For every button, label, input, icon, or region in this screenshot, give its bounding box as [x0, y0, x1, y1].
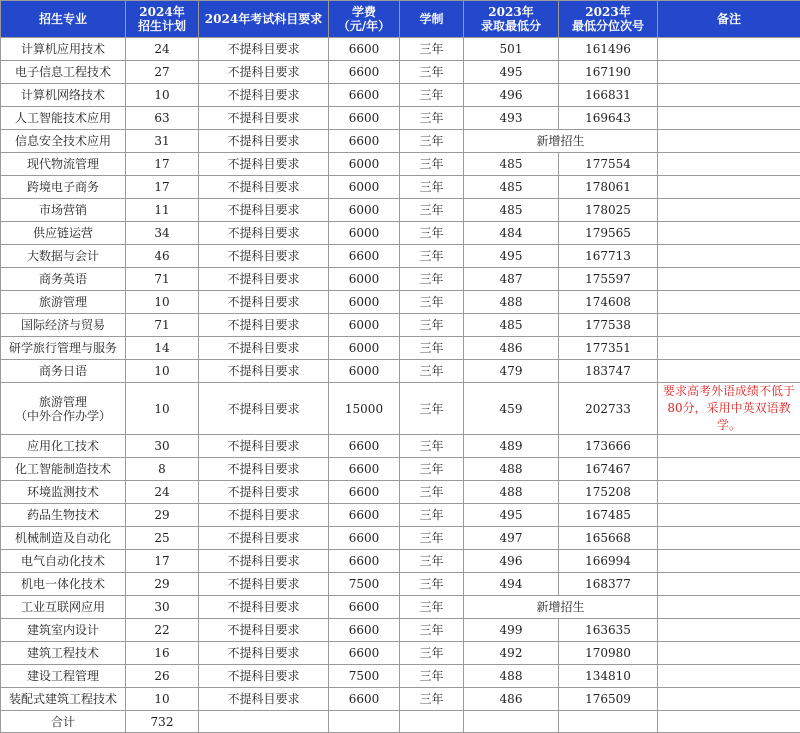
new-enrollment-cell: 新增招生 — [464, 596, 658, 619]
min-rank-cell: 161496 — [559, 38, 658, 61]
fee-cell: 7500 — [329, 665, 400, 688]
major-cell — [1, 619, 126, 642]
plan-cell: 10 — [126, 84, 199, 107]
min-score-cell: 497 — [464, 527, 559, 550]
min-rank-cell: 174608 — [559, 291, 658, 314]
note-cell — [658, 38, 800, 61]
subject-cell: 不提科目要求 — [199, 481, 329, 504]
table-row — [1, 176, 800, 199]
major-cell — [1, 199, 126, 222]
plan-cell: 8 — [126, 458, 199, 481]
note-cell — [658, 291, 800, 314]
min-rank-cell: 177554 — [559, 153, 658, 176]
min-rank-cell: 166831 — [559, 84, 658, 107]
subject-cell: 不提科目要求 — [199, 337, 329, 360]
plan-cell: 16 — [126, 642, 199, 665]
fee-cell: 6600 — [329, 642, 400, 665]
years-cell: 三年 — [400, 84, 464, 107]
major-cell — [1, 268, 126, 291]
note-cell — [658, 199, 800, 222]
major-name: 计算机应用技术 — [1, 42, 125, 56]
empty-cell — [559, 711, 658, 733]
header-plan: 2024年 招生计划 — [126, 1, 199, 38]
note-cell — [658, 619, 800, 642]
major-cell — [1, 153, 126, 176]
years-cell: 三年 — [400, 458, 464, 481]
table-row — [1, 573, 800, 596]
min-score-cell: 492 — [464, 642, 559, 665]
major-cell — [1, 222, 126, 245]
total-row — [1, 711, 800, 733]
table-row — [1, 619, 800, 642]
major-name: 研学旅行管理与服务 — [1, 341, 125, 355]
note-cell — [658, 527, 800, 550]
table-row — [1, 107, 800, 130]
table-row — [1, 130, 800, 153]
major-name: 人工智能技术应用 — [1, 111, 125, 125]
major-name: 商务英语 — [1, 272, 125, 286]
min-score-cell: 489 — [464, 435, 559, 458]
major-cell — [1, 458, 126, 481]
min-rank-cell: 166994 — [559, 550, 658, 573]
plan-cell: 25 — [126, 527, 199, 550]
plan-cell: 11 — [126, 199, 199, 222]
note-cell — [658, 688, 800, 711]
years-cell: 三年 — [400, 642, 464, 665]
min-rank-cell: 167467 — [559, 458, 658, 481]
fee-cell: 6000 — [329, 291, 400, 314]
fee-cell: 6600 — [329, 504, 400, 527]
new-enrollment-cell: 新增招生 — [464, 130, 658, 153]
subject-cell: 不提科目要求 — [199, 245, 329, 268]
fee-cell: 6000 — [329, 222, 400, 245]
plan-cell: 31 — [126, 130, 199, 153]
subject-cell: 不提科目要求 — [199, 504, 329, 527]
min-score-cell: 488 — [464, 458, 559, 481]
subject-cell: 不提科目要求 — [199, 383, 329, 435]
subject-cell: 不提科目要求 — [199, 268, 329, 291]
major-cell — [1, 573, 126, 596]
fee-cell: 6000 — [329, 360, 400, 383]
major-cell — [1, 176, 126, 199]
min-rank-cell: 177538 — [559, 314, 658, 337]
fee-cell: 6600 — [329, 481, 400, 504]
min-rank-cell: 178061 — [559, 176, 658, 199]
major-name: 建设工程管理 — [1, 669, 125, 683]
header-major: 招生专业 — [1, 1, 126, 38]
note-cell — [658, 176, 800, 199]
note-cell — [658, 504, 800, 527]
subject-cell: 不提科目要求 — [199, 153, 329, 176]
plan-cell: 46 — [126, 245, 199, 268]
fee-cell: 6600 — [329, 458, 400, 481]
min-score-cell: 485 — [464, 199, 559, 222]
major-subtitle: （中外合作办学） — [1, 409, 125, 423]
table-row — [1, 84, 800, 107]
major-cell — [1, 435, 126, 458]
plan-cell: 10 — [126, 383, 199, 435]
table-row — [1, 481, 800, 504]
min-rank-cell: 179565 — [559, 222, 658, 245]
fee-cell: 6000 — [329, 176, 400, 199]
min-rank-cell: 169643 — [559, 107, 658, 130]
min-score-cell: 487 — [464, 268, 559, 291]
min-score-cell: 495 — [464, 245, 559, 268]
min-score-cell: 485 — [464, 314, 559, 337]
min-rank-cell: 165668 — [559, 527, 658, 550]
years-cell: 三年 — [400, 130, 464, 153]
table-row — [1, 688, 800, 711]
min-rank-cell: 168377 — [559, 573, 658, 596]
fee-cell: 15000 — [329, 383, 400, 435]
min-score-cell: 494 — [464, 573, 559, 596]
years-cell: 三年 — [400, 176, 464, 199]
years-cell: 三年 — [400, 360, 464, 383]
major-name: 应用化工技术 — [1, 439, 125, 453]
major-cell — [1, 61, 126, 84]
min-score-cell: 496 — [464, 84, 559, 107]
fee-cell: 6600 — [329, 550, 400, 573]
table-row — [1, 337, 800, 360]
plan-cell: 63 — [126, 107, 199, 130]
major-cell — [1, 665, 126, 688]
major-name: 药品生物技术 — [1, 508, 125, 522]
fee-cell: 6000 — [329, 153, 400, 176]
min-score-cell: 486 — [464, 688, 559, 711]
min-rank-cell: 170980 — [559, 642, 658, 665]
plan-cell: 22 — [126, 619, 199, 642]
years-cell: 三年 — [400, 619, 464, 642]
fee-cell: 6600 — [329, 245, 400, 268]
subject-cell: 不提科目要求 — [199, 619, 329, 642]
min-score-cell: 496 — [464, 550, 559, 573]
years-cell: 三年 — [400, 291, 464, 314]
years-cell: 三年 — [400, 435, 464, 458]
min-score-cell: 499 — [464, 619, 559, 642]
subject-cell: 不提科目要求 — [199, 596, 329, 619]
major-name: 市场营销 — [1, 203, 125, 217]
fee-cell: 6000 — [329, 199, 400, 222]
major-name: 信息安全技术应用 — [1, 134, 125, 148]
table-row — [1, 550, 800, 573]
major-cell — [1, 84, 126, 107]
years-cell: 三年 — [400, 268, 464, 291]
years-cell: 三年 — [400, 314, 464, 337]
major-name: 跨境电子商务 — [1, 180, 125, 194]
min-rank-cell: 173666 — [559, 435, 658, 458]
major-cell — [1, 688, 126, 711]
fee-cell: 7500 — [329, 573, 400, 596]
plan-cell: 29 — [126, 573, 199, 596]
min-rank-cell: 134810 — [559, 665, 658, 688]
header-note: 备注 — [658, 1, 800, 38]
subject-cell: 不提科目要求 — [199, 291, 329, 314]
min-rank-cell: 176509 — [559, 688, 658, 711]
min-score-cell: 484 — [464, 222, 559, 245]
years-cell: 三年 — [400, 383, 464, 435]
major-cell — [1, 38, 126, 61]
header-min-score: 2023年 录取最低分 — [464, 1, 559, 38]
major-name: 建筑室内设计 — [1, 623, 125, 637]
total-label: 合计 — [1, 711, 126, 733]
plan-cell: 27 — [126, 61, 199, 84]
major-name: 计算机网络技术 — [1, 88, 125, 102]
years-cell: 三年 — [400, 550, 464, 573]
min-score-cell: 488 — [464, 481, 559, 504]
min-score-cell: 501 — [464, 38, 559, 61]
fee-cell: 6000 — [329, 268, 400, 291]
major-cell — [1, 383, 126, 435]
min-score-cell: 493 — [464, 107, 559, 130]
plan-cell: 71 — [126, 268, 199, 291]
fee-cell: 6600 — [329, 619, 400, 642]
years-cell: 三年 — [400, 199, 464, 222]
subject-cell: 不提科目要求 — [199, 665, 329, 688]
subject-cell: 不提科目要求 — [199, 38, 329, 61]
major-cell — [1, 642, 126, 665]
header-years: 学制 — [400, 1, 464, 38]
major-name: 机械制造及自动化 — [1, 531, 125, 545]
note-cell — [658, 61, 800, 84]
note-cell — [658, 665, 800, 688]
min-score-cell: 485 — [464, 176, 559, 199]
fee-cell: 6600 — [329, 596, 400, 619]
note-cell — [658, 314, 800, 337]
subject-cell: 不提科目要求 — [199, 642, 329, 665]
min-score-cell: 479 — [464, 360, 559, 383]
table-row — [1, 527, 800, 550]
table-row — [1, 314, 800, 337]
plan-cell: 10 — [126, 291, 199, 314]
subject-cell: 不提科目要求 — [199, 107, 329, 130]
min-rank-cell: 178025 — [559, 199, 658, 222]
major-name: 建筑工程技术 — [1, 646, 125, 660]
table-row — [1, 245, 800, 268]
major-name: 供应链运营 — [1, 226, 125, 240]
major-name: 环境监测技术 — [1, 485, 125, 499]
subject-cell: 不提科目要求 — [199, 130, 329, 153]
major-cell — [1, 504, 126, 527]
subject-cell: 不提科目要求 — [199, 176, 329, 199]
fee-cell: 6600 — [329, 130, 400, 153]
table-body — [1, 38, 800, 733]
table-row — [1, 435, 800, 458]
table-row — [1, 458, 800, 481]
subject-cell: 不提科目要求 — [199, 550, 329, 573]
min-rank-cell: 167190 — [559, 61, 658, 84]
major-name: 化工智能制造技术 — [1, 462, 125, 476]
empty-cell — [464, 711, 559, 733]
major-name: 现代物流管理 — [1, 157, 125, 171]
note-cell — [658, 642, 800, 665]
table-row — [1, 642, 800, 665]
note-cell — [658, 360, 800, 383]
fee-cell: 6600 — [329, 38, 400, 61]
note-cell — [658, 107, 800, 130]
major-name: 机电一体化技术 — [1, 577, 125, 591]
fee-cell: 6000 — [329, 314, 400, 337]
plan-cell: 30 — [126, 596, 199, 619]
major-cell — [1, 481, 126, 504]
major-name: 工业互联网应用 — [1, 600, 125, 614]
table-row — [1, 360, 800, 383]
plan-cell: 17 — [126, 153, 199, 176]
years-cell: 三年 — [400, 481, 464, 504]
table-row — [1, 504, 800, 527]
note-cell — [658, 130, 800, 153]
years-cell: 三年 — [400, 596, 464, 619]
note-cell — [658, 435, 800, 458]
min-rank-cell: 167713 — [559, 245, 658, 268]
note-cell — [658, 481, 800, 504]
note-cell — [658, 596, 800, 619]
major-cell — [1, 527, 126, 550]
plan-cell: 17 — [126, 176, 199, 199]
table-row — [1, 291, 800, 314]
plan-cell: 17 — [126, 550, 199, 573]
min-score-cell: 495 — [464, 504, 559, 527]
note-cell — [658, 337, 800, 360]
plan-cell: 14 — [126, 337, 199, 360]
subject-cell: 不提科目要求 — [199, 458, 329, 481]
major-cell — [1, 314, 126, 337]
major-name: 旅游管理 — [1, 395, 125, 409]
table-header — [1, 1, 800, 38]
subject-cell: 不提科目要求 — [199, 688, 329, 711]
note-cell — [658, 84, 800, 107]
subject-cell: 不提科目要求 — [199, 573, 329, 596]
years-cell: 三年 — [400, 61, 464, 84]
min-score-cell: 485 — [464, 153, 559, 176]
major-name: 大数据与会计 — [1, 249, 125, 263]
plan-cell: 26 — [126, 665, 199, 688]
min-rank-cell: 175208 — [559, 481, 658, 504]
empty-cell — [199, 711, 329, 733]
fee-cell: 6000 — [329, 337, 400, 360]
years-cell: 三年 — [400, 107, 464, 130]
subject-cell: 不提科目要求 — [199, 527, 329, 550]
major-name: 商务日语 — [1, 364, 125, 378]
major-cell — [1, 130, 126, 153]
note-cell — [658, 268, 800, 291]
min-score-cell: 488 — [464, 665, 559, 688]
min-rank-cell: 177351 — [559, 337, 658, 360]
major-cell — [1, 550, 126, 573]
years-cell: 三年 — [400, 222, 464, 245]
major-cell — [1, 360, 126, 383]
table-row — [1, 222, 800, 245]
min-rank-cell: 163635 — [559, 619, 658, 642]
years-cell: 三年 — [400, 688, 464, 711]
table-row — [1, 665, 800, 688]
note-cell — [658, 245, 800, 268]
years-cell: 三年 — [400, 527, 464, 550]
subject-cell: 不提科目要求 — [199, 84, 329, 107]
plan-cell: 30 — [126, 435, 199, 458]
fee-cell: 6600 — [329, 61, 400, 84]
years-cell: 三年 — [400, 153, 464, 176]
table-row — [1, 383, 800, 435]
fee-cell: 6600 — [329, 688, 400, 711]
table-row — [1, 153, 800, 176]
min-score-cell: 495 — [464, 61, 559, 84]
years-cell: 三年 — [400, 665, 464, 688]
years-cell: 三年 — [400, 504, 464, 527]
major-cell — [1, 596, 126, 619]
subject-cell: 不提科目要求 — [199, 199, 329, 222]
plan-cell: 71 — [126, 314, 199, 337]
major-cell — [1, 107, 126, 130]
total-plan: 732 — [126, 711, 199, 733]
min-rank-cell: 202733 — [559, 383, 658, 435]
fee-cell: 6600 — [329, 527, 400, 550]
major-cell — [1, 337, 126, 360]
years-cell: 三年 — [400, 38, 464, 61]
years-cell: 三年 — [400, 245, 464, 268]
table-row — [1, 596, 800, 619]
plan-cell: 24 — [126, 38, 199, 61]
plan-cell: 24 — [126, 481, 199, 504]
major-name: 电子信息工程技术 — [1, 65, 125, 79]
min-score-cell: 488 — [464, 291, 559, 314]
min-rank-cell: 167485 — [559, 504, 658, 527]
table-row — [1, 268, 800, 291]
note-cell — [658, 153, 800, 176]
header-fee: 学费 （元/年） — [329, 1, 400, 38]
note-cell — [658, 222, 800, 245]
empty-cell — [329, 711, 400, 733]
note-cell — [658, 550, 800, 573]
years-cell: 三年 — [400, 573, 464, 596]
major-name: 装配式建筑工程技术 — [1, 692, 125, 706]
note-cell: 要求高考外语成绩不低于80分，采用中英双语教学。 — [658, 383, 800, 435]
major-name: 国际经济与贸易 — [1, 318, 125, 332]
note-cell — [658, 458, 800, 481]
fee-cell: 6600 — [329, 84, 400, 107]
min-score-cell: 486 — [464, 337, 559, 360]
empty-cell — [400, 711, 464, 733]
subject-cell: 不提科目要求 — [199, 61, 329, 84]
note-cell — [658, 573, 800, 596]
plan-cell: 34 — [126, 222, 199, 245]
subject-cell: 不提科目要求 — [199, 222, 329, 245]
plan-cell: 10 — [126, 360, 199, 383]
table-row — [1, 38, 800, 61]
table-row — [1, 199, 800, 222]
min-rank-cell: 175597 — [559, 268, 658, 291]
min-rank-cell: 183747 — [559, 360, 658, 383]
header-min-rank: 2023年 最低分位次号 — [559, 1, 658, 38]
subject-cell: 不提科目要求 — [199, 360, 329, 383]
years-cell: 三年 — [400, 337, 464, 360]
table-row — [1, 61, 800, 84]
fee-cell: 6600 — [329, 107, 400, 130]
major-cell — [1, 291, 126, 314]
empty-cell — [658, 711, 800, 733]
plan-cell: 10 — [126, 688, 199, 711]
min-score-cell: 459 — [464, 383, 559, 435]
major-name: 旅游管理 — [1, 295, 125, 309]
major-cell — [1, 245, 126, 268]
fee-cell: 6600 — [329, 435, 400, 458]
plan-cell: 29 — [126, 504, 199, 527]
header-subject: 2024年考试科目要求 — [199, 1, 329, 38]
subject-cell: 不提科目要求 — [199, 314, 329, 337]
major-name: 电气自动化技术 — [1, 554, 125, 568]
subject-cell: 不提科目要求 — [199, 435, 329, 458]
